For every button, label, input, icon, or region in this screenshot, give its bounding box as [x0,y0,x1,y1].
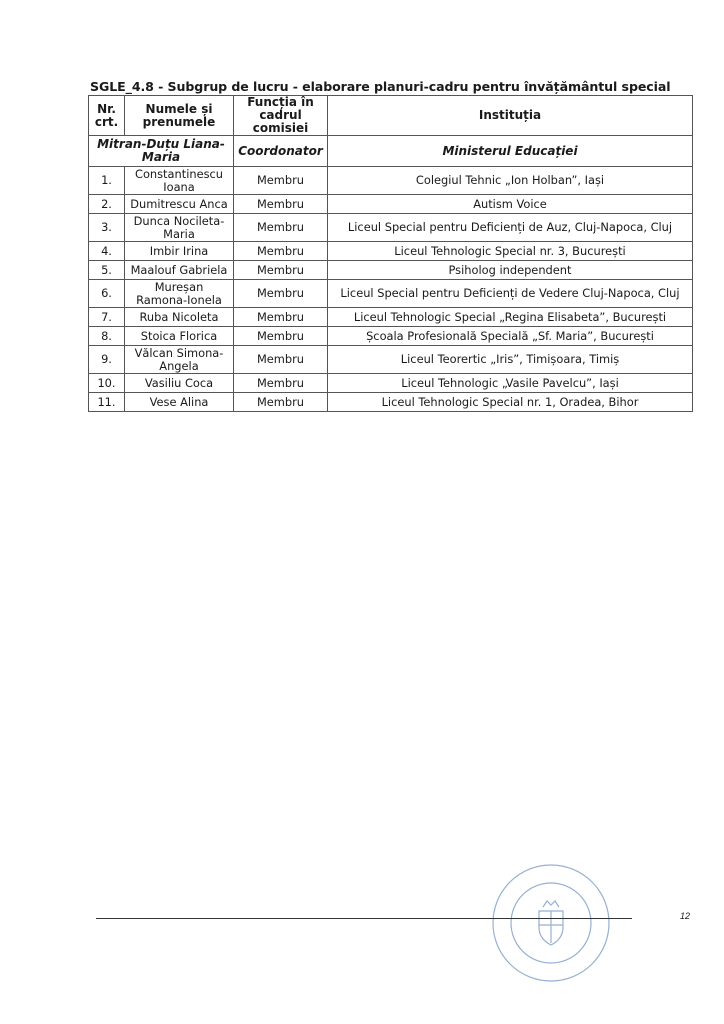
table-row [89,261,693,280]
row-name: Dunca Nocileta-Maria [125,214,234,242]
row-institution: Autism Voice [328,195,693,214]
coordinator-institution: Ministerul Educației [328,136,693,167]
row-nr: 2. [89,195,125,214]
row-name: Imbir Irina [125,242,234,261]
row-function: Membru [234,327,328,346]
coat-of-arms-icon [539,901,563,945]
row-institution: Liceul Special pentru Deficienți de Auz, Cluj-Napoca, Cluj [328,214,693,242]
row-name: Stoica Florica [125,327,234,346]
row-name: Vălcan Simona-Angela [125,346,234,374]
row-nr: 11. [89,393,125,412]
table-row [89,280,693,308]
row-institution: Liceul Tehnologic Special „Regina Elisabeta”, București [328,308,693,327]
row-institution: Liceul Tehnologic Special nr. 3, București [328,242,693,261]
row-name: Dumitrescu Anca [125,195,234,214]
row-institution: Psiholog independent [328,261,693,280]
row-function: Membru [234,242,328,261]
row-institution: Liceul Tehnologic „Vasile Pavelcu”, Iași [328,374,693,393]
official-stamp [489,861,613,985]
header-function: Funcția în cadrul comisiei [234,96,328,136]
row-function: Membru [234,374,328,393]
row-function: Membru [234,261,328,280]
table-row [89,346,693,374]
row-function: Membru [234,280,328,308]
row-name: Maalouf Gabriela [125,261,234,280]
members-table [88,95,693,412]
header-name: Numele și prenumele [125,96,234,136]
coordinator-row [89,136,693,167]
footer-rule [96,918,632,919]
row-nr: 5. [89,261,125,280]
table-row [89,195,693,214]
row-name: Mureșan Ramona-Ionela [125,280,234,308]
row-function: Membru [234,393,328,412]
row-nr: 1. [89,167,125,195]
table-row [89,242,693,261]
row-institution: Liceul Teorertic „Iris”, Timișoara, Timiș [328,346,693,374]
row-nr: 9. [89,346,125,374]
row-nr: 7. [89,308,125,327]
row-function: Membru [234,195,328,214]
page-number: 12 [680,911,691,921]
row-nr: 6. [89,280,125,308]
row-institution: Liceul Special pentru Deficienți de Vedere Cluj-Napoca, Cluj [328,280,693,308]
row-function: Membru [234,308,328,327]
row-function: Membru [234,167,328,195]
row-name: Constantinescu Ioana [125,167,234,195]
row-name: Vese Alina [125,393,234,412]
row-nr: 4. [89,242,125,261]
coordinator-name: Mitran-Duțu Liana-Maria [89,136,234,167]
table-row [89,327,693,346]
table-row [89,308,693,327]
row-nr: 10. [89,374,125,393]
row-institution: Colegiul Tehnic „Ion Holban”, Iași [328,167,693,195]
table-row [89,214,693,242]
row-name: Ruba Nicoleta [125,308,234,327]
table-header-row [89,96,693,136]
row-nr: 3. [89,214,125,242]
row-nr: 8. [89,327,125,346]
coordinator-function: Coordonator [234,136,328,167]
row-function: Membru [234,214,328,242]
table-row [89,393,693,412]
header-institution: Instituția [328,96,693,136]
row-name: Vasiliu Coca [125,374,234,393]
table-row [89,167,693,195]
table-row [89,374,693,393]
table-caption: SGLE_4.8 - Subgrup de lucru - elaborare planuri-cadru pentru învățământul special [90,79,671,94]
row-institution: Liceul Tehnologic Special nr. 1, Oradea, Bihor [328,393,693,412]
row-function: Membru [234,346,328,374]
row-institution: Școala Profesională Specială „Sf. Maria”, București [328,327,693,346]
header-nr: Nr. crt. [89,96,125,136]
